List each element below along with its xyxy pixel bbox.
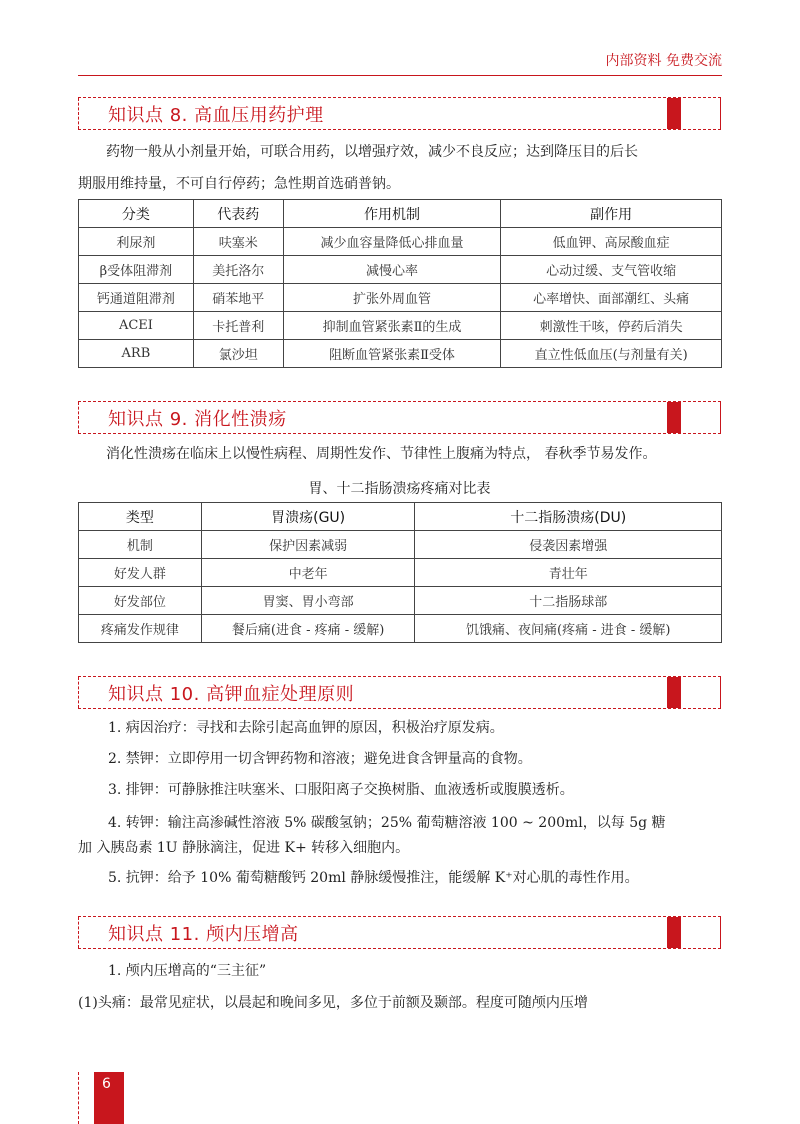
table-cell: β受体阻滞剂 — [79, 256, 194, 284]
table-cell: 机制 — [79, 531, 202, 559]
table-cell: 美托洛尔 — [193, 256, 283, 284]
section-red-block — [667, 677, 681, 708]
list-item: 2. 禁钾：立即停用一切含钾药物和溶液；避免进食含钾量高的食物。 — [108, 751, 532, 767]
table-row — [79, 256, 722, 284]
table-row — [79, 531, 722, 559]
table-header-cell: 副作用 — [501, 200, 722, 228]
section-header-10 — [78, 676, 721, 709]
paragraph: 消化性溃疡在临床上以慢性病程、周期性发作、节律性上腹痛为特点， 春秋季节易发作。 — [106, 446, 657, 462]
list-item-continuation: 加 入胰岛素 1U 静脉滴注，促进 K+ 转移入细胞内。 — [78, 840, 410, 856]
table-cell: 十二指肠球部 — [415, 587, 722, 615]
table-cell: 心率增快、面部潮红、头痛 — [501, 284, 722, 312]
list-item: 4. 转钾：输注高渗碱性溶液 5% 碳酸氢钠；25% 葡萄糖溶液 100 ~ 200ml，以每 5g 糖 — [108, 815, 666, 831]
header-note: 内部资料 免费交流 — [605, 53, 722, 69]
table-cell: 青壮年 — [415, 559, 722, 587]
table-cell: 卡托普利 — [193, 312, 283, 340]
section-right-line — [680, 402, 721, 433]
table-row — [79, 615, 722, 643]
section-red-block — [667, 917, 681, 948]
table-cell: ACEI — [79, 312, 194, 340]
ulcer-table — [78, 502, 722, 643]
section-title: 知识点 9. 消化性溃疡 — [108, 409, 287, 430]
section-left-dash — [78, 402, 79, 433]
table-header-row — [79, 200, 722, 228]
list-item: 3. 排钾：可静脉推注呋塞米、口服阳离子交换树脂、血液透析或腹膜透析。 — [108, 782, 574, 798]
table-row — [79, 284, 722, 312]
table-cell: 阻断血管紧张素Ⅱ受体 — [283, 340, 501, 368]
drug-table — [78, 199, 722, 368]
table-cell: 侵袭因素增强 — [415, 531, 722, 559]
section-right-line — [680, 98, 721, 129]
table-cell: 呋塞米 — [193, 228, 283, 256]
table-cell: 低血钾、高尿酸血症 — [501, 228, 722, 256]
table-cell: 中老年 — [201, 559, 415, 587]
section-right-line — [680, 917, 721, 948]
table-header-cell: 类型 — [79, 503, 202, 531]
section-header-8 — [78, 97, 721, 130]
table-header-row — [79, 503, 722, 531]
page-number: 6 — [102, 1076, 111, 1092]
paragraph: 药物一般从小剂量开始，可联合用药，以增强疗效，减少不良反应；达到降压目的后长 — [106, 144, 638, 160]
section-left-dash — [78, 917, 79, 948]
table-cell: 钙通道阻滞剂 — [79, 284, 194, 312]
table-cell: ARB — [79, 340, 194, 368]
table-cell: 抑制血管紧张素Ⅱ的生成 — [283, 312, 501, 340]
table-row — [79, 340, 722, 368]
table-cell: 饥饿痛、夜间痛(疼痛 - 进食 - 缓解) — [415, 615, 722, 643]
list-item: (1)头痛：最常见症状，以晨起和晚间多见，多位于前额及颞部。程度可随颅内压增 — [78, 995, 588, 1011]
header-rule — [78, 75, 722, 76]
table-cell: 利尿剂 — [79, 228, 194, 256]
table-row — [79, 587, 722, 615]
table-header-cell: 作用机制 — [283, 200, 501, 228]
section-left-dash — [78, 677, 79, 708]
table-cell: 硝苯地平 — [193, 284, 283, 312]
section-left-dash — [78, 98, 79, 129]
list-item: 1. 病因治疗：寻找和去除引起高血钾的原因，积极治疗原发病。 — [108, 720, 504, 736]
table-caption: 胃、十二指肠溃疡疼痛对比表 — [308, 481, 491, 497]
paragraph: 期服用维持量，不可自行停药；急性期首选硝普钠。 — [78, 176, 400, 192]
section-title: 知识点 11. 颅内压增高 — [108, 924, 299, 945]
table-cell: 胃窦、胃小弯部 — [201, 587, 415, 615]
table-row — [79, 312, 722, 340]
table-cell: 直立性低血压(与剂量有关) — [501, 340, 722, 368]
table-header-cell: 代表药 — [193, 200, 283, 228]
table-header-cell: 十二指肠溃疡(DU) — [415, 503, 722, 531]
table-cell: 减少血容量降低心排血量 — [283, 228, 501, 256]
table-cell: 心动过缓、支气管收缩 — [501, 256, 722, 284]
table-cell: 好发部位 — [79, 587, 202, 615]
section-header-11 — [78, 916, 721, 949]
table-cell: 疼痛发作规律 — [79, 615, 202, 643]
list-item: 1. 颅内压增高的“三主征” — [108, 963, 267, 979]
table-cell: 餐后痛(进食 - 疼痛 - 缓解) — [201, 615, 415, 643]
section-red-block — [667, 402, 681, 433]
table-cell: 减慢心率 — [283, 256, 501, 284]
section-title: 知识点 8. 高血压用药护理 — [108, 105, 324, 126]
table-header-cell: 分类 — [79, 200, 194, 228]
table-header-cell: 胃溃疡(GU) — [201, 503, 415, 531]
section-title: 知识点 10. 高钾血症处理原则 — [108, 684, 355, 705]
section-header-9 — [78, 401, 721, 434]
section-right-line — [680, 677, 721, 708]
list-item: 5. 抗钾：给予 10% 葡萄糖酸钙 20ml 静脉缓慢推注，能缓解 K⁺对心肌的毒性作用。 — [108, 870, 639, 886]
table-cell: 扩张外周血管 — [283, 284, 501, 312]
table-cell: 刺激性干咳，停药后消失 — [501, 312, 722, 340]
table-row — [79, 228, 722, 256]
footer-dash — [78, 1072, 79, 1124]
table-cell: 氯沙坦 — [193, 340, 283, 368]
table-cell: 保护因素减弱 — [201, 531, 415, 559]
section-red-block — [667, 98, 681, 129]
table-cell: 好发人群 — [79, 559, 202, 587]
table-row — [79, 559, 722, 587]
